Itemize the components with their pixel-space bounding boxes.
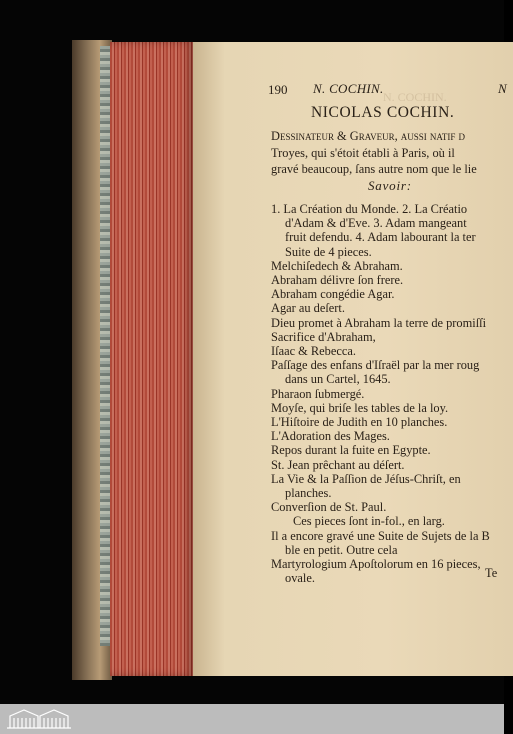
work-entry: Converſion de St. Paul. — [271, 500, 387, 515]
work-entry: St. Jean prêchant au déſert. — [271, 457, 405, 472]
book-page — [193, 42, 513, 676]
work-entry: Iſaac & Rebecca. — [271, 344, 356, 358]
red-page-edges — [110, 42, 194, 676]
work-entry: ovale. — [285, 571, 315, 586]
catchword: Te — [485, 566, 498, 580]
work-entry: fruit defendu. 4. Adam labourant la ter — [285, 230, 476, 245]
work-entry: Melchiſedech & Abraham. — [271, 258, 403, 273]
work-entry: L'Hiſtoire de Judith en 10 planches. — [271, 415, 448, 429]
work-entry: Moyſe, qui briſe les tables de la loy. — [271, 400, 449, 415]
work-entry: ble en petit. Outre cela — [285, 542, 398, 557]
work-entry: planches. — [285, 486, 332, 500]
work-entry: Sacrifice d'Abraham, — [271, 329, 376, 344]
work-entry: Agar au deſert. — [271, 301, 345, 316]
work-entry: Abraham délivre ſon frere. — [271, 273, 404, 287]
work-entry: Abraham congédie Agar. — [271, 287, 395, 302]
viewer-footer-bar — [0, 704, 504, 734]
work-entry: La Vie & la Paſſion de Jéſus-Chriſt, en — [271, 471, 461, 486]
work-entry: Pharaon ſubmergé. — [271, 386, 365, 401]
running-head-edge: N — [498, 81, 507, 96]
work-entry: dans un Cartel, 1645. — [285, 372, 391, 387]
work-entry: Martyrologium Apoſtolorum en 16 pieces, — [271, 557, 481, 571]
work-entry: Dieu promet à Abraham la terre de promiſſi — [271, 315, 487, 330]
work-entry: d'Adam & d'Eve. 3. Adam mangeant — [285, 216, 467, 231]
savoir-heading: Savoir: — [368, 178, 412, 193]
running-head: N. COCHIN. — [313, 81, 384, 96]
work-entry: Paſſage des enfans d'Iſraël par la mer roug — [271, 358, 480, 373]
intro-line: Troyes, qui s'étoit établi à Paris, où il — [271, 146, 455, 160]
work-entry: Il a encore gravé une Suite de Sujets de la B — [271, 528, 490, 543]
work-entry: L'Adoration des Mages. — [271, 429, 390, 444]
page-number: 190 — [268, 82, 288, 97]
intro-line: gravé beaucoup, ſans autre nom que le lie — [271, 162, 477, 176]
bleed-through: N. COCHIN. — [383, 90, 447, 104]
library-logo-icon — [4, 706, 74, 732]
work-entry: 1. La Création du Monde. 2. La Créatio — [271, 202, 468, 216]
work-entry: Ces pieces ſont in-fol., en larg. — [293, 514, 445, 529]
entry-title: NICOLAS COCHIN. — [311, 104, 455, 121]
work-entry: Repos durant la fuite en Egypte. — [271, 443, 431, 458]
intro-line: Dessinateur & Graveur, auſſi natif d — [271, 129, 465, 143]
work-entry: Suite de 4 pieces. — [285, 244, 372, 259]
